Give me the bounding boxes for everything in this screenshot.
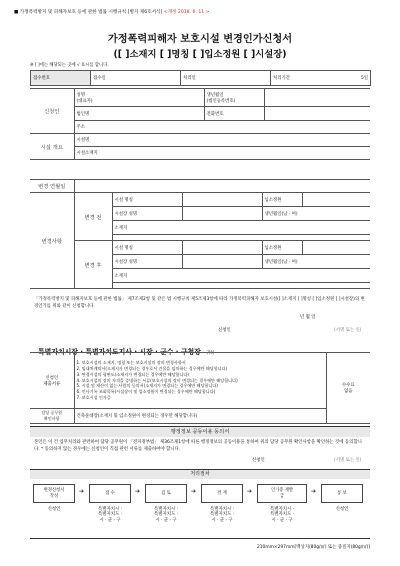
consent-text: 본인은 이 건 업무처리와 관련하여 담당 공무원이 「전자정부법」 제36조제1항에 따른 행정정보의 공동이용을 통하여 위의 담당 공무원 확인사항을 확인하는 것에 동의합니다. * 동의하지 않는 경우에는 신청인이 직접 관련 서류를 제출하여야 합니다. [34,440,362,452]
receipt-period-cell: 처리기간 5일 [271,71,371,86]
process-step-write: 변경신청서 작성 [33,484,75,503]
statement-date[interactable]: 년 월 일 [300,315,316,320]
receipt-date-cell: 접수일 [91,71,181,86]
process-owner: 신청인 [335,507,349,512]
document-item: 1. 보호시설의 소재지, 명칭 또는 보호시설의 장의 변경사항서 [76,359,186,365]
arrow-right-icon: ➔ [311,488,317,495]
change-table [30,179,370,289]
document-item: 7. 보호시설 인가증 [76,395,111,401]
process-owner: 특별자치시 · 특별자치도 · 시 · 군 · 구 [154,507,178,523]
before-address-field[interactable]: 소재지 [112,221,370,235]
receipt-no-cell: 접수번호 [31,71,91,86]
arrow-right-icon: ➔ [247,488,253,495]
change-section-label: 변경사항 [30,193,74,289]
change-date-label: 변경 연월일 [30,180,74,193]
document-item: 5. 시설 및 재산이 없는 사람의 동의서(소재지가 변경되는 경우에만 해당합니다) [76,383,218,389]
document-item: 6. 인사기록 조회목록(시설장이 및 입소정원이 변경되는 경우에만 해당합니다) [76,389,216,395]
process-title: 처리절차 [30,469,370,479]
form-subtitle: ([ ]소재지 [ ]명칭 [ ]입소정원 [ ]시설장) [113,49,287,60]
applicant-birth-field[interactable] [264,89,370,107]
before-capacity-field[interactable] [302,193,370,207]
statement-text: 「가정폭력방지 및 피해자보호 등에 관한 법률」 제7조제2항 및 같은 법 시행규칙 제5조제3항에 따라 가정폭력피해자 보호시설([ ]소재지 [ ]명칭 [ ]입소정원 [ ]시설장)의 변경인가를 위와 같이 신청합니다. [34,297,365,309]
process-step-notify: 통 보 [321,484,363,503]
form-law-reference: ■ 가정폭력방지 및 피해자보호 등에 관한 법률 시행규칙 [별지 제6호서식] [14,10,163,15]
after-address-field[interactable]: 소재지 [112,269,370,283]
form-title: 가정폭력피해자 보호시설 변경인가신청서 [107,34,293,45]
after-facility-name-field[interactable] [182,241,262,255]
facility-name-field[interactable]: 시설명 [74,134,370,147]
before-capacity-label: 입소정원 [262,193,302,207]
process-step-reissue: 인가증 재발 급 [257,484,307,503]
before-facility-name-label: 시설 명칭 [112,193,182,207]
applicant-birth-label: 생년월일 (법인등록번호) [204,89,264,107]
after-head-name-field[interactable] [182,255,262,269]
process-step-approve: 결 재 [201,484,243,503]
process-owner: 특별자치시 · 특별자치도 · 시 · 군 · 구 [270,507,294,523]
after-head-name-label: 시설장 성명 [112,255,182,269]
after-head-birth-label: 생년월일(남 · 여) [262,255,370,269]
officer-label: 담당 공무원 확인사항 [30,409,74,424]
statement-applicant-label: 신청인 [218,328,231,333]
recipient-title: 특별자치시장 · 특별자치도지사 · 시장 · 군수 · 구청장 [38,348,201,356]
facility-location-field[interactable]: 시설소재지 [74,147,370,160]
applicant-phone-label: 전화번호 [204,107,264,121]
receipt-process-cell: 처리일 [181,71,271,86]
statement-sign[interactable]: (서명 또는 인) [334,328,362,333]
change-after-label: 변경 후 [74,241,112,289]
form-revision: <개정 2018. 6. 11.> [163,10,210,15]
before-head-name-label: 시설장 성명 [112,207,182,221]
after-capacity-label: 입소정원 [262,241,302,255]
change-date-field[interactable] [74,180,370,193]
arrow-right-icon: ➔ [135,488,141,495]
before-facility-name-field[interactable] [182,193,262,207]
footer-paper-spec: 210mm×297mm[백상지(80g/㎡) 또는 중질지(80g/㎡)] [256,545,370,550]
process-owner: 특별자치시 · 특별자치도 · 시 · 군 · 구 [210,507,234,523]
process-owner: 특별자치시 · 특별자치도 · 시 · 군 · 구 [98,507,122,523]
documents-list [74,353,326,409]
receipt-table [30,70,371,86]
officer-text: 건축물대장(소재지 및 입소정원이 변경되는 경우만 해당합니다) [74,409,326,424]
change-before-label: 변경 전 [74,193,112,241]
after-spacer [112,283,370,289]
document-item: 3. 변경시설의 평면도(소재지가 변경되는 경우에만 해당합니다) [76,371,189,377]
process-step-review: 검 토 [145,484,187,503]
before-head-name-field[interactable] [182,207,262,221]
applicant-address-field[interactable]: 주소 [74,121,370,134]
arrow-right-icon: ➔ [79,488,85,495]
recipient-suffix: 귀하 [205,351,215,356]
applicant-corp-field[interactable]: 법인명 [74,107,204,121]
footer-rule [30,538,370,539]
applicant-section-label: 신청인 [30,89,74,134]
applicant-name-field[interactable]: 성명 (대표자) [74,89,204,107]
fee-cell: 수수료 없음 [326,353,370,424]
process-owner: 신청인 [47,507,61,512]
before-head-birth-label: 생년월일(남 · 여) [262,207,370,221]
form-header [14,9,210,15]
document-item: 4. 보호시설의 장의 자격을 증명하는 서류(보호시설의 장이 변경되는 경우에만 해당합니다) [76,377,238,383]
consent-sign[interactable]: (서명 또는 인) [334,458,362,463]
consent-applicant-label: 신청인 [252,458,265,463]
after-capacity-field[interactable] [302,241,370,255]
documents-label: 신청인 제출서류 [30,353,74,409]
applicant-table [30,88,370,160]
documents-table [30,352,370,424]
document-item: 2. 임대차계약서(소재지가 변경되는 경우로서 건물을 임차하는 경우에만 해당합니다) [76,365,228,371]
applicant-phone-field[interactable] [264,107,370,121]
arrow-right-icon: ➔ [191,488,197,495]
after-facility-name-label: 시설 명칭 [112,241,182,255]
process-step-receive: 접 수 [89,484,131,503]
facility-section-label: 시설 개요 [30,134,74,160]
form-note: ※ [ ]에는 해당되는 곳에 √ 표시를 합니다. [30,63,109,68]
consent-title: 행정정보 공동이용 동의서 [30,426,370,437]
